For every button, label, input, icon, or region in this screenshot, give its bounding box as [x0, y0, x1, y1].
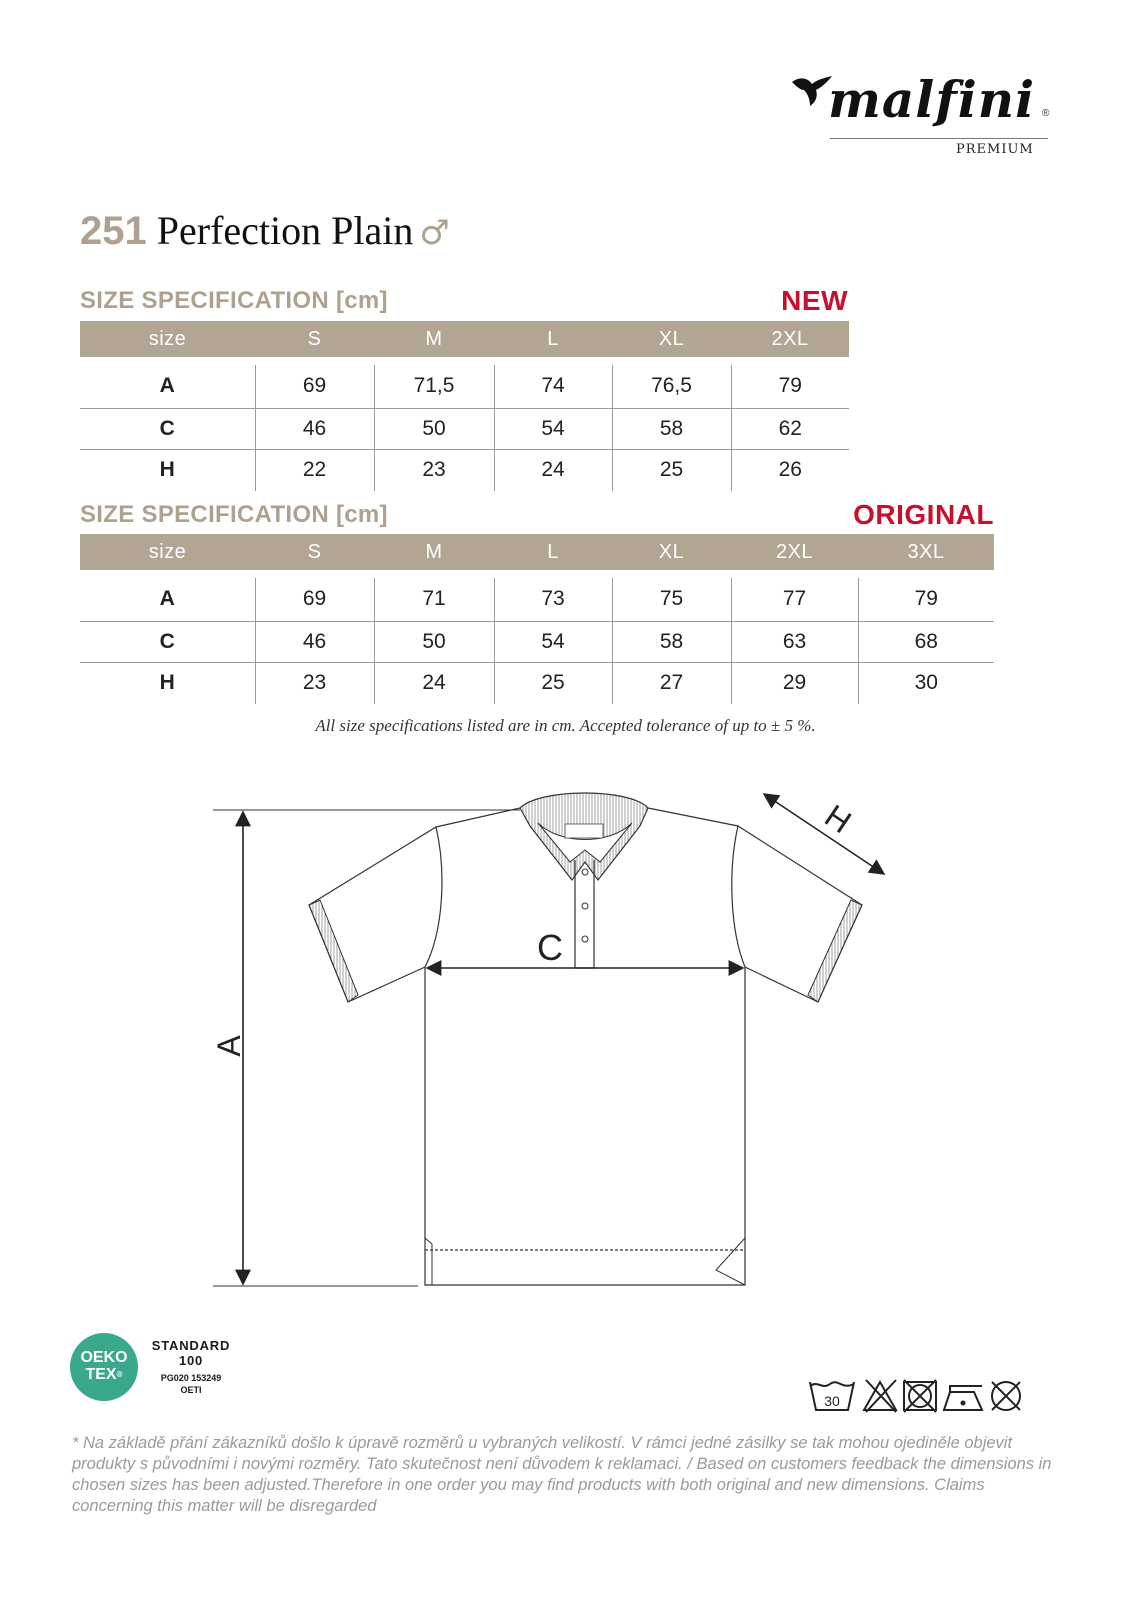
table-cell: 58: [612, 408, 731, 449]
table-cell: 30: [858, 662, 994, 704]
oeko-line2: TEX: [85, 1366, 117, 1383]
certificate-number: PG020 153249: [160, 1373, 222, 1383]
table-cell: 76,5: [612, 365, 731, 408]
label-c: C: [537, 927, 563, 968]
measure-h-line: [764, 794, 884, 874]
column-header: XL: [612, 534, 731, 570]
neck-label: [565, 824, 603, 838]
table-cell: 79: [731, 365, 849, 408]
row-label: A: [80, 578, 255, 621]
footnote: * Na základě přání zákazníků došlo k úpravě rozměrů u vybraných velikostí. V rámci jedné zásilky se tak mohou ojediněle objevit produkty s původními i novými rozměry. Tato skutečnost není důvodem k reklamaci. / Based on customers feedback the dimensions in chosen sizes has been adjusted.Therefore in one order you may find products with both original and new dimensions. Claims concerning this matter will be disregarded: [72, 1434, 1052, 1515]
brand-logo: [790, 70, 1060, 165]
table-row: [80, 578, 994, 621]
button-icon: [582, 903, 588, 909]
table-cell: 25: [612, 449, 731, 491]
oeko-mark: ®: [116, 1370, 123, 1379]
table-cell: 46: [255, 408, 374, 449]
table-header-row: [80, 534, 994, 570]
product-code: 251: [80, 209, 147, 253]
table-cell: 75: [612, 578, 731, 621]
label-h: H: [818, 797, 858, 841]
table-row: [80, 365, 849, 408]
table-cell: 58: [612, 621, 731, 662]
brand-tier: PREMIUM: [956, 142, 1034, 157]
row-label: C: [80, 408, 255, 449]
registered-mark: ®: [1042, 108, 1050, 119]
column-header: XL: [612, 321, 731, 357]
table-cell: 24: [374, 662, 494, 704]
size-spec-heading-new: SIZE SPECIFICATION [cm]: [80, 287, 388, 314]
wash-temperature: 30: [824, 1393, 840, 1409]
column-header: M: [374, 321, 494, 357]
do-not-bleach-icon: [864, 1380, 896, 1412]
table-cell: 68: [858, 621, 994, 662]
table-row: [80, 408, 849, 449]
table-cell: 69: [255, 578, 374, 621]
table-cell: 62: [731, 408, 849, 449]
tolerance-note: All size specifications listed are in cm. Accepted tolerance of up to ± 5 %.: [315, 716, 816, 735]
table-cell: 50: [374, 621, 494, 662]
original-tag: ORIGINAL: [853, 499, 994, 530]
left-cuff: [309, 900, 358, 1002]
button-icon: [582, 936, 588, 942]
shirt-outline: [309, 808, 862, 1285]
size-spec-heading-original: SIZE SPECIFICATION [cm]: [80, 501, 388, 528]
column-header: size: [80, 534, 255, 570]
table-cell: 54: [494, 408, 612, 449]
table-cell: 23: [374, 449, 494, 491]
table-cell: 23: [255, 662, 374, 704]
product-name: Perfection Plain: [156, 208, 414, 253]
wash-30-icon: [810, 1382, 854, 1410]
table-cell: 22: [255, 449, 374, 491]
column-header: 3XL: [858, 534, 994, 570]
column-header: 2XL: [731, 321, 849, 357]
right-cuff: [808, 900, 862, 1002]
new-tag: NEW: [781, 285, 848, 316]
polo-shirt-diagram: [0, 770, 1131, 1310]
size-table-original: [80, 534, 994, 704]
table-cell: 27: [612, 662, 731, 704]
iron-low-icon: [944, 1386, 982, 1410]
table-row: [80, 621, 994, 662]
table-cell: 63: [731, 621, 858, 662]
row-label: C: [80, 621, 255, 662]
table-cell: 26: [731, 449, 849, 491]
table-cell: 54: [494, 621, 612, 662]
label-a: A: [211, 1035, 247, 1057]
column-header: M: [374, 534, 494, 570]
column-header: S: [255, 534, 374, 570]
certificate-institute: OETI: [180, 1385, 202, 1395]
row-label: A: [80, 365, 255, 408]
brand-wordmark: malfini: [828, 70, 1036, 129]
table-header-row: [80, 321, 849, 357]
table-cell: 50: [374, 408, 494, 449]
table-cell: 77: [731, 578, 858, 621]
table-cell: 74: [494, 365, 612, 408]
oeko-tex-logo: [70, 1333, 138, 1401]
do-not-tumble-dry-icon: [904, 1380, 936, 1412]
standard-number: 100: [178, 1353, 204, 1368]
table-cell: 24: [494, 449, 612, 491]
table-cell: 71,5: [374, 365, 494, 408]
table-cell: 29: [731, 662, 858, 704]
table-cell: 79: [858, 578, 994, 621]
product-title: [80, 206, 450, 258]
table-cell: 73: [494, 578, 612, 621]
column-header: size: [80, 321, 255, 357]
oeko-line1: OEKO: [80, 1349, 128, 1366]
column-header: S: [255, 321, 374, 357]
column-header: 2XL: [731, 534, 858, 570]
row-label: H: [159, 458, 175, 482]
table-row: [80, 449, 849, 491]
do-not-dry-clean-icon: [992, 1382, 1020, 1410]
button-icon: [582, 869, 588, 875]
table-cell: 46: [255, 621, 374, 662]
size-table-new: [80, 321, 849, 491]
table-cell: 71: [374, 578, 494, 621]
row-label: H: [159, 671, 175, 695]
table-row: [80, 662, 994, 704]
column-header: L: [494, 534, 612, 570]
standard-label: STANDARD: [151, 1338, 231, 1353]
oeko-tex-standard: [146, 1338, 236, 1396]
table-cell: 25: [494, 662, 612, 704]
column-header: L: [494, 321, 612, 357]
logo-rule: [830, 138, 1048, 139]
table-cell: 69: [255, 365, 374, 408]
male-symbol-icon: ♂: [419, 213, 450, 253]
care-symbols: [808, 1376, 1033, 1414]
